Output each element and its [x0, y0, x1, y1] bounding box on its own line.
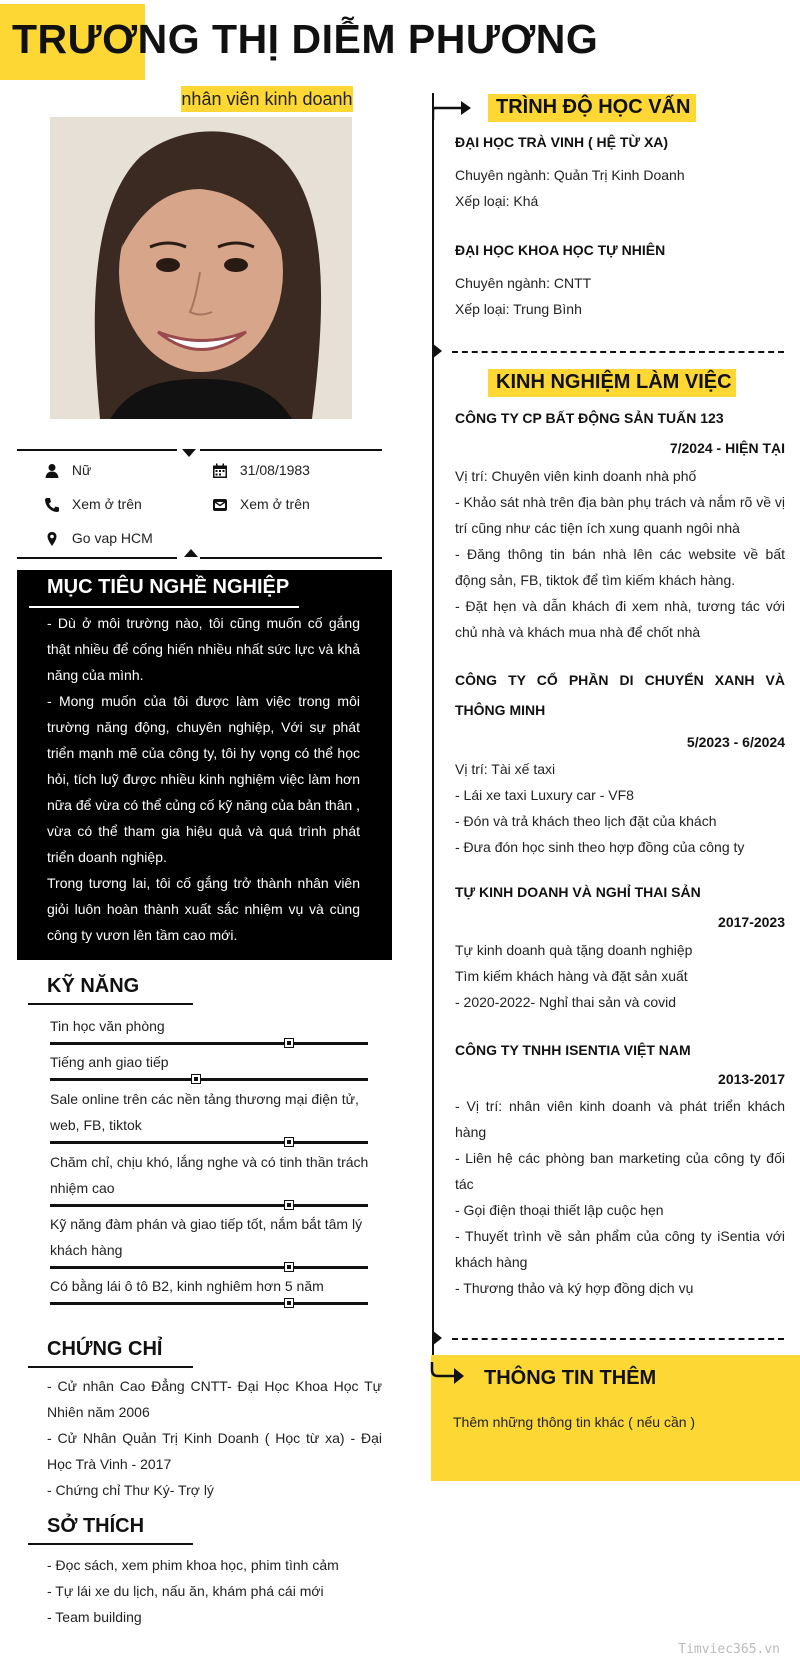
- job-title: nhân viên kinh doanh: [181, 86, 353, 112]
- skill-label: Tin học văn phòng: [50, 1018, 165, 1034]
- experience-title: KINH NGHIỆM LÀM VIỆC: [496, 371, 732, 393]
- hobby-item: - Đọc sách, xem phim khoa học, phim tình cảm: [47, 1557, 339, 1573]
- info-birthday: 31/08/1983: [212, 462, 310, 479]
- experience-line: Vị trí: Tài xế taxi: [455, 761, 556, 777]
- candidate-name: TRƯƠNG THỊ DIỄM PHƯƠNG: [12, 16, 599, 62]
- experience-details: [455, 937, 785, 1015]
- timeline-line: [432, 93, 434, 1355]
- skill-bar: [50, 1042, 368, 1045]
- skill-bar: [50, 1141, 368, 1144]
- skill-label: Chăm chỉ, chịu khó, lắng nghe và có tinh thần trách nhiệm cao: [50, 1154, 369, 1196]
- section-separator: [452, 1338, 784, 1340]
- extra-info-title: THÔNG TIN THÊM: [484, 1367, 657, 1389]
- hobbies-list: [47, 1552, 382, 1630]
- info-address: Go vap HCM: [44, 530, 153, 547]
- education-title: TRÌNH ĐỘ HỌC VẤN: [496, 96, 691, 118]
- info-phone: Xem ở trên: [44, 496, 142, 513]
- experience-details: [455, 756, 785, 860]
- section-separator: [452, 351, 784, 353]
- skill-bar: [50, 1078, 368, 1081]
- objective-paragraph: Trong tương lai, tôi cố gắng trở thành nhân viên giỏi luôn hoàn thành xuất sắc nhiệm vụ và cùng công ty vươn lên tầm cao mới.: [47, 875, 360, 943]
- info-divider-bottom-right: [200, 557, 382, 559]
- experience-line: - Gọi điện thoại thiết lập cuộc hẹn: [455, 1202, 664, 1218]
- info-divider-arrow-down: [182, 449, 196, 457]
- experience-line: Vị trí: Chuyên viên kinh doanh nhà phố: [455, 468, 697, 484]
- experience-line: - Liên hệ các phòng ban marketing của công ty đối tác: [455, 1150, 785, 1192]
- experience-line: - Lái xe taxi Luxury car - VF8: [455, 787, 634, 803]
- education-arrow-icon: [433, 98, 473, 127]
- hobbies-underline: [28, 1543, 193, 1545]
- skill-label: Có bằng lái ô tô B2, kinh nghiêm hơn 5 năm: [50, 1278, 324, 1294]
- certificates-list: [47, 1373, 382, 1503]
- experience-line: Tìm kiếm khách hàng và đặt sản xuất: [455, 968, 688, 984]
- education-details: [455, 162, 785, 214]
- career-objective-underline: [29, 606, 299, 608]
- skills-underline: [28, 1003, 193, 1005]
- phone-icon: [44, 497, 60, 513]
- info-divider-top-left: [17, 449, 177, 451]
- experience-details: [455, 463, 785, 645]
- education-details: [455, 270, 785, 322]
- experience-line: - Đăng thông tin bán nhà lên các website về bất động sản, FB, tiktok để tìm kiếm khách hàng.: [455, 546, 785, 588]
- email-icon: [212, 497, 228, 513]
- experience-line: - Thương thảo và ký hợp đồng dịch vụ: [455, 1280, 694, 1296]
- experience-line: - Khảo sát nhà trên địa bàn phụ trách và nắm rõ về vị trí cũng như các tiện ích xung quanh ngôi nhà: [455, 494, 785, 536]
- experience-line: Tự kinh doanh quà tặng doanh nghiệp: [455, 942, 693, 958]
- watermark: Timviec365.vn: [678, 1642, 780, 1657]
- info-email: Xem ở trên: [212, 496, 310, 513]
- education-grade: Xếp loại: Trung Bình: [455, 301, 582, 317]
- career-objective-section: [17, 570, 392, 960]
- skill-level-marker: [284, 1038, 294, 1048]
- timeline-marker-icon: [432, 343, 444, 364]
- education-school: ĐẠI HỌC KHOA HỌC TỰ NHIÊN: [455, 242, 666, 258]
- experience-period: 7/2024 - HIỆN TẠI: [669, 440, 785, 456]
- experience-period: 5/2023 - 6/2024: [686, 734, 785, 750]
- education-major: Chuyên ngành: CNTT: [455, 275, 592, 291]
- certificates-title: CHỨNG CHỈ: [47, 1338, 163, 1360]
- experience-company: CÔNG TY CỔ PHẦN DI CHUYỂN XANH VÀ THÔNG MINH: [455, 672, 785, 718]
- skill-level-marker: [284, 1200, 294, 1210]
- skill-bar: [50, 1204, 368, 1207]
- experience-period: 2013-2017: [718, 1071, 785, 1087]
- experience-company: TỰ KINH DOANH VÀ NGHỈ THAI SẢN: [455, 884, 701, 900]
- certificate-item: - Cử nhân Cao Đẳng CNTT- Đại Học Khoa Học Tự Nhiên năm 2006: [47, 1378, 382, 1420]
- skill-bar: [50, 1302, 368, 1305]
- education-major: Chuyên ngành: Quản Trị Kinh Doanh: [455, 167, 685, 183]
- skill-bar: [50, 1266, 368, 1269]
- skill-level-marker: [284, 1137, 294, 1147]
- info-gender: Nữ: [44, 462, 91, 479]
- timeline-marker-icon: [432, 1330, 444, 1351]
- info-divider-top-right: [200, 449, 382, 451]
- education-school: ĐẠI HỌC TRÀ VINH ( HỆ TỪ XA): [455, 134, 669, 150]
- hobbies-title: SỞ THÍCH: [47, 1515, 145, 1537]
- hobby-item: - Team building: [47, 1609, 142, 1625]
- career-objective-title: MỤC TIÊU NGHỀ NGHIỆP: [47, 576, 290, 598]
- experience-line: - 2020-2022- Nghỉ thai sản và covid: [455, 994, 677, 1010]
- education-grade: Xếp loại: Khá: [455, 193, 539, 209]
- certificates-underline: [28, 1366, 193, 1368]
- info-divider-arrow-up: [184, 549, 198, 557]
- experience-line: - Thuyết trình về sản phẩm của công ty iSentia với khách hàng: [455, 1228, 785, 1270]
- experience-line: - Đặt hẹn và dẫn khách đi xem nhà, tương tác với chủ nhà và khách mua nhà để chốt nhà: [455, 598, 785, 640]
- skill-level-marker: [284, 1298, 294, 1308]
- experience-period: 2017-2023: [718, 914, 785, 930]
- extra-info-text: Thêm những thông tin khác ( nếu cần ): [453, 1414, 696, 1430]
- experience-details: [455, 1093, 785, 1301]
- certificate-item: - Cử Nhân Quản Trị Kinh Doanh ( Học từ xa) - Đại Học Trà Vinh - 2017: [47, 1430, 382, 1472]
- location-pin-icon: [44, 531, 60, 547]
- skill-level-marker: [191, 1074, 201, 1084]
- user-icon: [44, 463, 60, 479]
- experience-line: - Vị trí: nhân viên kinh doanh và phát triển khách hàng: [455, 1098, 785, 1140]
- experience-company: CÔNG TY TNHH ISENTIA VIỆT NAM: [455, 1042, 691, 1058]
- skills-title: KỸ NĂNG: [47, 975, 140, 997]
- experience-line: - Đón và trả khách theo lịch đặt của khách: [455, 813, 717, 829]
- skill-label: Kỹ năng đàm phán và giao tiếp tốt, nắm bắt tâm lý khách hàng: [50, 1216, 363, 1258]
- calendar-icon: [212, 463, 228, 479]
- experience-line: - Đưa đón học sinh theo hợp đồng của công ty: [455, 839, 745, 855]
- hobby-item: - Tự lái xe du lịch, nấu ăn, khám phá cái mới: [47, 1583, 324, 1599]
- profile-photo: [50, 117, 352, 419]
- experience-company: CÔNG TY CP BẤT ĐỘNG SẢN TUẤN 123: [455, 410, 724, 426]
- skill-label: Sale online trên các nền tảng thương mại điện tử, web, FB, tiktok: [50, 1091, 359, 1133]
- skill-label: Tiếng anh giao tiếp: [50, 1054, 169, 1070]
- extra-info-arrow-icon: [430, 1362, 466, 1395]
- objective-paragraph: - Mong muốn của tôi được làm việc trong môi trường năng động, chuyên nghiệp, Với sự phát triển mạnh mẽ của công ty, tôi hy vọng có thể học hỏi, tích luỹ được nhiều kinh nghiệm việc làm hơn nữa để vừa có thể củng cố kỹ năng của bản thân , vừa có thể tham gia hiệu quả và quá trình phát triển doanh nghiệp.: [47, 693, 360, 865]
- skill-level-marker: [284, 1262, 294, 1272]
- objective-paragraph: - Dù ở môi trường nào, tôi cũng muốn cố gắng thật nhiều để cống hiến nhiều nhất sức lực và khả năng của mình.: [47, 615, 360, 683]
- certificate-item: - Chứng chỉ Thư Ký- Trợ lý: [47, 1482, 214, 1498]
- career-objective-text: [47, 610, 360, 948]
- info-divider-bottom-left: [17, 557, 177, 559]
